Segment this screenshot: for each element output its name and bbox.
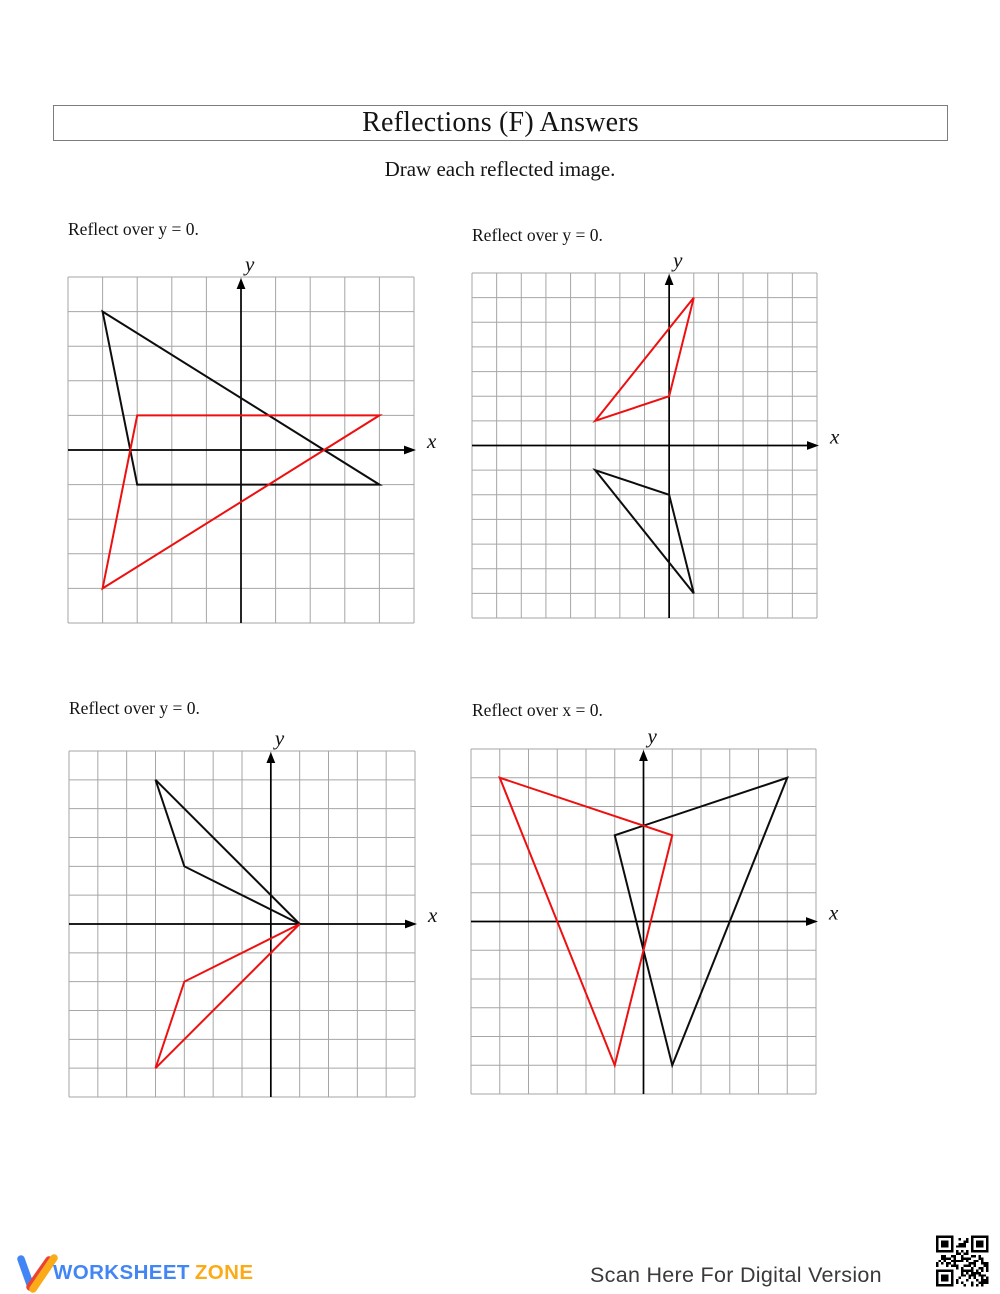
qr-module: [941, 1279, 944, 1281]
qr-module: [963, 1253, 966, 1255]
qr-module: [966, 1265, 969, 1267]
qr-module: [971, 1245, 974, 1247]
qr-module: [951, 1240, 954, 1242]
qr-module: [938, 1250, 941, 1252]
qr-module: [961, 1260, 964, 1262]
qr-module: [936, 1279, 939, 1281]
qr-module: [966, 1257, 969, 1259]
brand-logo-text: [53, 1261, 253, 1285]
qr-module: [948, 1269, 951, 1271]
qr-module: [976, 1269, 979, 1271]
qr-module: [963, 1265, 966, 1267]
qr-module: [978, 1274, 981, 1276]
qr-module: [983, 1262, 986, 1264]
qr-module: [953, 1265, 956, 1267]
qr-module: [936, 1243, 939, 1245]
qr-module: [941, 1284, 944, 1286]
qr-module: [986, 1265, 989, 1267]
y-axis-label: y: [274, 726, 285, 750]
qr-module: [936, 1240, 939, 1242]
qr-module: [978, 1240, 981, 1242]
qr-module: [938, 1260, 941, 1262]
qr-module: [986, 1245, 989, 1247]
qr-module: [976, 1250, 979, 1252]
qr-module: [946, 1274, 949, 1276]
qr-module: [971, 1282, 974, 1284]
qr-module: [943, 1250, 946, 1252]
qr-module: [941, 1257, 944, 1259]
qr-module: [951, 1269, 954, 1271]
qr-module: [956, 1282, 959, 1284]
qr-module: [946, 1240, 949, 1242]
page-title: Reflections (F) Answers: [362, 107, 639, 138]
qr-module: [981, 1245, 984, 1247]
qr-module: [986, 1238, 989, 1240]
qr-module: [986, 1240, 989, 1242]
qr-module: [951, 1248, 954, 1250]
qr-module: [961, 1255, 964, 1257]
qr-module: [978, 1255, 981, 1257]
qr-module: [943, 1274, 946, 1276]
qr-module: [946, 1284, 949, 1286]
qr-module: [943, 1236, 946, 1238]
qr-module: [971, 1240, 974, 1242]
qr-module: [973, 1236, 976, 1238]
qr-module: [938, 1269, 941, 1271]
qr-module: [943, 1245, 946, 1247]
qr-module: [961, 1257, 964, 1259]
qr-module: [958, 1253, 961, 1255]
qr-module: [966, 1250, 969, 1252]
qr-module: [966, 1279, 969, 1281]
qr-module: [951, 1272, 954, 1274]
qr-module: [941, 1240, 944, 1242]
qr-module: [953, 1260, 956, 1262]
qr-module: [961, 1274, 964, 1276]
coordinate-plot-2: [470, 241, 869, 624]
qr-module: [983, 1274, 986, 1276]
scan-here-text: Scan Here For Digital Version: [590, 1263, 882, 1287]
qr-module: [956, 1279, 959, 1281]
qr-module: [976, 1236, 979, 1238]
qr-module: [971, 1250, 974, 1252]
qr-module: [978, 1267, 981, 1269]
qr-module: [981, 1277, 984, 1279]
qr-module: [971, 1248, 974, 1250]
qr-module: [951, 1260, 954, 1262]
qr-module: [986, 1262, 989, 1264]
qr-module: [968, 1262, 971, 1264]
y-axis-arrow-icon: [665, 274, 674, 285]
qr-module: [958, 1245, 961, 1247]
qr-module: [951, 1265, 954, 1267]
y-axis-label: y: [647, 724, 657, 748]
qr-module: [956, 1267, 959, 1269]
qr-module: [971, 1267, 974, 1269]
qr-module: [986, 1250, 989, 1252]
qr-module: [971, 1269, 974, 1271]
qr-module: [948, 1284, 951, 1286]
qr-module: [986, 1269, 989, 1271]
qr-module: [936, 1284, 939, 1286]
qr-module: [961, 1245, 964, 1247]
qr-module: [983, 1282, 986, 1284]
qr-module: [978, 1245, 981, 1247]
qr-code: [932, 1232, 992, 1290]
qr-module: [968, 1265, 971, 1267]
qr-module: [961, 1282, 964, 1284]
qr-module: [943, 1243, 946, 1245]
qr-module: [941, 1262, 944, 1264]
qr-module: [961, 1272, 964, 1274]
qr-module: [951, 1245, 954, 1247]
qr-module: [943, 1260, 946, 1262]
coordinate-plot-3: [67, 719, 467, 1103]
qr-module: [971, 1243, 974, 1245]
qr-module: [981, 1260, 984, 1262]
x-axis-label: x: [829, 900, 839, 925]
problem-label-1: Reflect over y = 0.: [68, 219, 199, 239]
qr-module: [978, 1236, 981, 1238]
qr-module: [946, 1236, 949, 1238]
qr-module: [973, 1274, 976, 1276]
y-axis-label: y: [245, 252, 255, 276]
qr-module: [966, 1240, 969, 1242]
qr-module: [953, 1262, 956, 1264]
qr-module: [951, 1243, 954, 1245]
qr-module: [978, 1257, 981, 1259]
qr-module: [946, 1279, 949, 1281]
brand-word-worksheet: WORKSHEET: [53, 1261, 190, 1284]
qr-module: [986, 1236, 989, 1238]
qr-module: [973, 1272, 976, 1274]
qr-module: [958, 1277, 961, 1279]
qr-module: [946, 1265, 949, 1267]
qr-module: [973, 1260, 976, 1262]
qr-module: [956, 1245, 959, 1247]
qr-module: [963, 1269, 966, 1271]
qr-module: [961, 1267, 964, 1269]
qr-module: [936, 1265, 939, 1267]
qr-module: [983, 1250, 986, 1252]
qr-module: [936, 1236, 939, 1238]
qr-module: [971, 1238, 974, 1240]
qr-module: [986, 1279, 989, 1281]
qr-module: [941, 1269, 944, 1271]
qr-module: [948, 1257, 951, 1259]
qr-module: [986, 1248, 989, 1250]
qr-module: [958, 1243, 961, 1245]
qr-module: [946, 1250, 949, 1252]
qr-module: [983, 1265, 986, 1267]
qr-module: [936, 1272, 939, 1274]
qr-module: [981, 1236, 984, 1238]
qr-module: [976, 1243, 979, 1245]
qr-module: [971, 1284, 974, 1286]
reflected-image: [156, 924, 300, 1068]
qr-module: [938, 1284, 941, 1286]
qr-module: [981, 1243, 984, 1245]
qr-module: [968, 1269, 971, 1271]
qr-module: [938, 1236, 941, 1238]
qr-module: [946, 1245, 949, 1247]
qr-module: [978, 1282, 981, 1284]
qr-module: [943, 1240, 946, 1242]
qr-module: [948, 1262, 951, 1264]
qr-module: [936, 1277, 939, 1279]
qr-module: [976, 1260, 979, 1262]
qr-module: [946, 1269, 949, 1271]
qr-module: [971, 1274, 974, 1276]
qr-module: [936, 1238, 939, 1240]
problem-label-3: Reflect over y = 0.: [69, 698, 200, 718]
qr-module: [973, 1262, 976, 1264]
qr-module: [963, 1274, 966, 1276]
qr-module: [986, 1282, 989, 1284]
qr-module: [976, 1279, 979, 1281]
y-axis-label: y: [673, 248, 683, 272]
qr-module: [956, 1250, 959, 1252]
qr-module: [943, 1257, 946, 1259]
qr-module: [951, 1250, 954, 1252]
qr-module: [951, 1282, 954, 1284]
qr-module: [971, 1262, 974, 1264]
qr-module: [941, 1277, 944, 1279]
coordinate-plot-4: [469, 717, 868, 1100]
qr-module: [951, 1277, 954, 1279]
qr-module: [971, 1272, 974, 1274]
qr-module: [961, 1243, 964, 1245]
qr-module: [951, 1236, 954, 1238]
qr-module: [956, 1253, 959, 1255]
qr-module: [956, 1260, 959, 1262]
qr-module: [971, 1236, 974, 1238]
qr-module: [936, 1274, 939, 1276]
qr-module: [963, 1243, 966, 1245]
qr-module: [946, 1257, 949, 1259]
qr-module: [936, 1245, 939, 1247]
y-axis-arrow-icon: [266, 752, 275, 763]
qr-module: [936, 1262, 939, 1264]
qr-module: [981, 1269, 984, 1271]
qr-module: [976, 1245, 979, 1247]
qr-module: [941, 1243, 944, 1245]
qr-module: [951, 1284, 954, 1286]
qr-module: [978, 1250, 981, 1252]
qr-module: [986, 1267, 989, 1269]
y-axis-arrow-icon: [639, 750, 648, 761]
problem-label-2: Reflect over y = 0.: [472, 225, 603, 245]
qr-module: [981, 1267, 984, 1269]
qr-module: [981, 1284, 984, 1286]
qr-module: [981, 1257, 984, 1259]
qr-module: [981, 1262, 984, 1264]
qr-module: [948, 1236, 951, 1238]
qr-module: [963, 1284, 966, 1286]
qr-module: [963, 1257, 966, 1259]
qr-module: [936, 1282, 939, 1284]
qr-module: [953, 1257, 956, 1259]
qr-module: [966, 1269, 969, 1271]
qr-module: [963, 1240, 966, 1242]
qr-module: [948, 1250, 951, 1252]
title-box: [53, 105, 948, 141]
qr-module: [936, 1250, 939, 1252]
qr-module: [968, 1274, 971, 1276]
qr-module: [956, 1265, 959, 1267]
qr-module: [981, 1240, 984, 1242]
qr-module: [943, 1269, 946, 1271]
qr-module: [936, 1248, 939, 1250]
qr-module: [961, 1250, 964, 1252]
qr-module: [941, 1236, 944, 1238]
qr-module: [978, 1243, 981, 1245]
original-figure: [156, 780, 300, 924]
qr-module: [966, 1272, 969, 1274]
qr-module: [973, 1250, 976, 1252]
y-axis-arrow-icon: [237, 278, 246, 289]
qr-module: [968, 1257, 971, 1259]
qr-module: [978, 1272, 981, 1274]
qr-module: [946, 1262, 949, 1264]
qr-module: [968, 1277, 971, 1279]
qr-module: [986, 1243, 989, 1245]
qr-module: [946, 1277, 949, 1279]
qr-module: [951, 1274, 954, 1276]
qr-module: [951, 1279, 954, 1281]
qr-module: [958, 1238, 961, 1240]
qr-module: [971, 1255, 974, 1257]
qr-module: [976, 1284, 979, 1286]
qr-module: [943, 1277, 946, 1279]
qr-module: [941, 1250, 944, 1252]
qr-module: [973, 1265, 976, 1267]
qr-module: [981, 1279, 984, 1281]
qr-module: [981, 1282, 984, 1284]
qr-module: [936, 1269, 939, 1271]
qr-module: [983, 1279, 986, 1281]
qr-module: [951, 1255, 954, 1257]
qr-module: [941, 1255, 944, 1257]
qr-module: [946, 1243, 949, 1245]
x-axis-label: x: [427, 429, 437, 453]
qr-module: [981, 1274, 984, 1276]
qr-module: [943, 1284, 946, 1286]
qr-module: [966, 1260, 969, 1262]
qr-module: [986, 1277, 989, 1279]
x-axis-label: x: [428, 903, 438, 927]
qr-module: [961, 1269, 964, 1271]
problem-label-4: Reflect over x = 0.: [472, 700, 603, 720]
qr-module: [963, 1245, 966, 1247]
qr-module: [966, 1238, 969, 1240]
qr-module: [941, 1274, 944, 1276]
x-axis-label: x: [830, 424, 840, 449]
instructions-text: Draw each reflected image.: [384, 157, 616, 181]
brand-word-zone: ZONE: [194, 1261, 254, 1284]
qr-module: [976, 1272, 979, 1274]
qr-module: [983, 1236, 986, 1238]
qr-module: [941, 1245, 944, 1247]
qr-module: [973, 1255, 976, 1257]
qr-module: [953, 1255, 956, 1257]
qr-module: [981, 1250, 984, 1252]
qr-module: [943, 1255, 946, 1257]
qr-module: [958, 1260, 961, 1262]
qr-module: [966, 1253, 969, 1255]
coordinate-plot-1: [66, 245, 466, 629]
qr-module: [973, 1277, 976, 1279]
qr-module: [976, 1240, 979, 1242]
qr-module: [951, 1238, 954, 1240]
qr-module: [943, 1279, 946, 1281]
